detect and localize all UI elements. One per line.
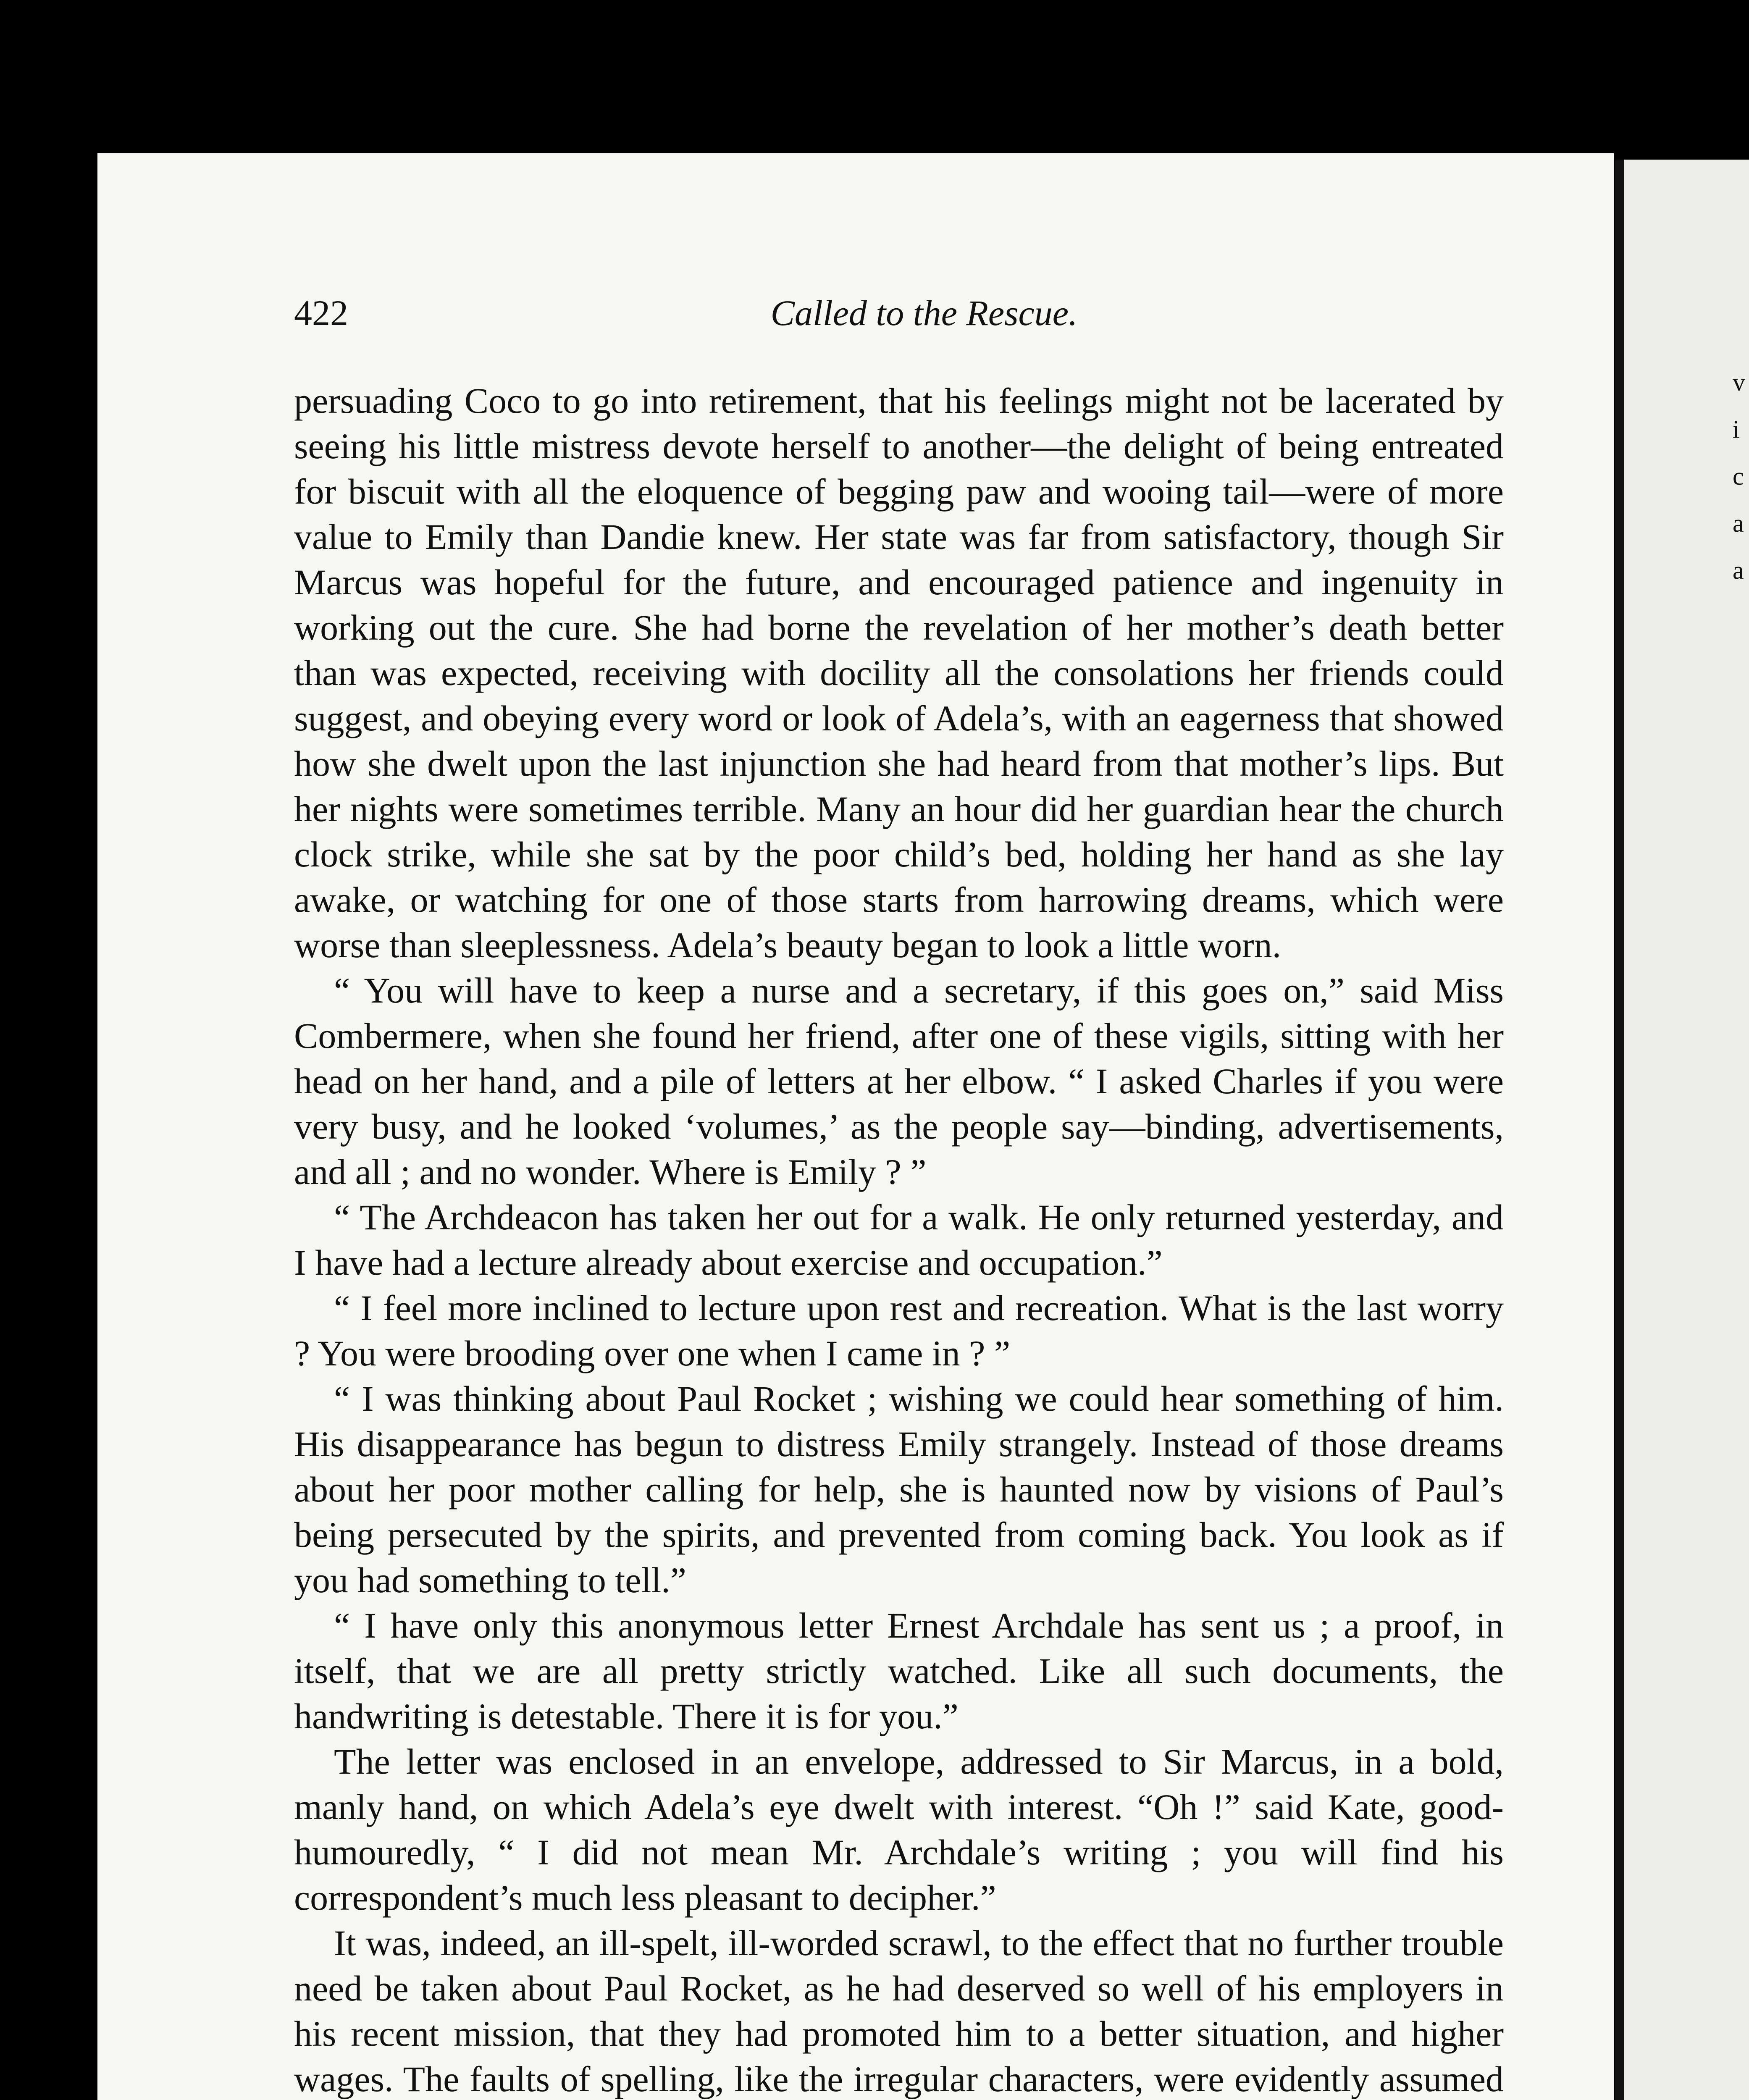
paragraph: “ I was thinking about Paul Rocket ; wishing we could hear something of him. His disappearance has begun to distress Emily strangely. Instead of those dreams about her poor mother calling for help, she is haunted now by visions of Paul’s being persecuted by the spirits, and prevented from coming back. You look as if you had something to tell.” <box>294 1378 1504 1600</box>
edge-mark: c <box>1733 462 1744 490</box>
page-number: 422 <box>294 293 348 333</box>
edge-mark: i <box>1733 415 1740 443</box>
edge-mark: v <box>1733 368 1745 396</box>
page-header <box>294 290 1504 336</box>
paragraph: It was, indeed, an ill-spelt, ill-worded scrawl, to the effect that no further trouble need be taken about Paul Rocket, as he had deserved so well of his employers in his recent mission, that they had promoted him to a better situation, and higher wages. The faults of spelling, like the irregular characters, were evidently assumed <box>294 1923 1504 2099</box>
paragraph: “ I have only this anonymous letter Ernest Archdale has sent us ; a proof, in itself, that we are all pretty strictly watched. Like all such documents, the handwriting is detestable. There it is for you.” <box>294 1605 1504 1736</box>
body-text <box>294 378 1504 2100</box>
paragraph: persuading Coco to go into retirement, that his feelings might not be lacerated by seeing his little mistress devote herself to another—the delight of being entreated for biscuit with all the eloquence of begging paw and wooing tail—were of more value to Emily than Dandie knew. Her state was far from satisfactory, though Sir Marcus was hopeful for the future, and encouraged patience and ingenuity in working out the cure. She had borne the revelation of her mother’s death better than was expected, receiving with docility all the consolations her friends could suggest, and obeying every word or look of Adela’s, with an eagerness that showed how she dwelt upon the last injunction she had heard from that mother’s lips. But her nights were sometimes terrible. Many an hour did her guardian hear the church clock strike, while she sat by the poor child’s bed, holding her hand as she lay awake, or watching for one of those starts from harrowing dreams, which were worse than sleeplessness. Adela’s beauty began to look a little worn. <box>294 381 1504 965</box>
paragraph: “ You will have to keep a nurse and a secretary, if this goes on,” said Miss Combermere, when she found her friend, after one of these vigils, sitting with her head on her hand, and a pile of letters at her elbow. “ I asked Charles if you were very busy, and he looked ‘volumes,’ as the people say—binding, advertisements, and all ; and no wonder. Where is Emily ? ” <box>294 970 1504 1192</box>
facing-page-fragments <box>1733 370 1745 605</box>
page-gutter <box>1615 160 1624 2100</box>
running-title: Called to the Rescue. <box>770 293 1078 333</box>
paragraph: “ I feel more inclined to lecture upon rest and recreation. What is the last worry ? You were brooding over one when I came in ? ” <box>294 1288 1504 1373</box>
paragraph: The letter was enclosed in an envelope, addressed to Sir Marcus, in a bold, manly hand, on which Adela’s eye dwelt with interest. “Oh !” said Kate, good-humouredly, “ I did not mean Mr. Archdale’s writing ; you will find his correspondent’s much less pleasant to decipher.” <box>294 1741 1504 1918</box>
facing-page-edge <box>1615 160 1749 2100</box>
edge-mark: a <box>1733 509 1744 537</box>
edge-mark: a <box>1733 556 1744 584</box>
paragraph: “ The Archdeacon has taken her out for a walk. He only returned yesterday, and I have had a lecture already about exercise and occupation.” <box>294 1197 1504 1283</box>
